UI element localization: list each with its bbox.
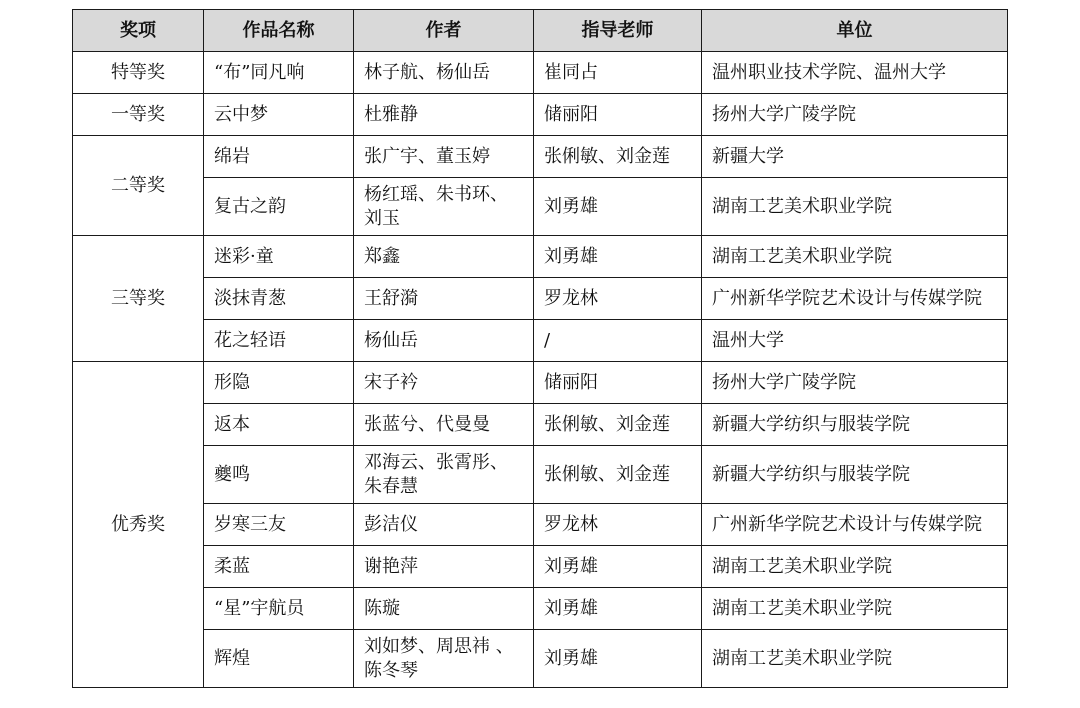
work-cell: 云中梦	[204, 94, 354, 136]
unit-cell: 广州新华学院艺术设计与传媒学院	[702, 504, 1008, 546]
advisor-cell: 罗龙林	[534, 504, 702, 546]
advisor-cell: 刘勇雄	[534, 630, 702, 688]
advisor-cell: 刘勇雄	[534, 178, 702, 236]
work-cell: 返本	[204, 404, 354, 446]
work-cell: 绵岩	[204, 136, 354, 178]
author-cell: 谢艳萍	[354, 546, 534, 588]
award-cell: 优秀奖	[73, 362, 204, 688]
work-cell: 形隐	[204, 362, 354, 404]
author-cell: 陈璇	[354, 588, 534, 630]
unit-cell: 广州新华学院艺术设计与传媒学院	[702, 278, 1008, 320]
author-cell: 杨红瑶、朱书环、 刘玉	[354, 178, 534, 236]
author-cell: 张广宇、董玉婷	[354, 136, 534, 178]
author-cell: 宋子衿	[354, 362, 534, 404]
unit-cell: 新疆大学	[702, 136, 1008, 178]
unit-cell: 扬州大学广陵学院	[702, 94, 1008, 136]
advisor-cell: 张俐敏、刘金莲	[534, 446, 702, 504]
work-cell: 迷彩·童	[204, 236, 354, 278]
work-cell: “布”同凡响	[204, 52, 354, 94]
table-row	[73, 94, 1008, 136]
unit-cell: 新疆大学纺织与服装学院	[702, 404, 1008, 446]
table-row	[73, 278, 1008, 320]
table-row	[73, 588, 1008, 630]
table-row	[73, 404, 1008, 446]
unit-cell: 湖南工艺美术职业学院	[702, 178, 1008, 236]
table-row	[73, 630, 1008, 688]
award-cell: 一等奖	[73, 94, 204, 136]
author-cell: 郑鑫	[354, 236, 534, 278]
advisor-cell: 张俐敏、刘金莲	[534, 404, 702, 446]
table-row	[73, 136, 1008, 178]
header-award: 奖项	[73, 10, 204, 52]
advisor-cell: 刘勇雄	[534, 588, 702, 630]
advisor-cell: 罗龙林	[534, 278, 702, 320]
header-unit: 单位	[702, 10, 1008, 52]
header-work: 作品名称	[204, 10, 354, 52]
table-row	[73, 52, 1008, 94]
unit-cell: 湖南工艺美术职业学院	[702, 630, 1008, 688]
table-row	[73, 178, 1008, 236]
work-cell: “星”宇航员	[204, 588, 354, 630]
unit-cell: 湖南工艺美术职业学院	[702, 236, 1008, 278]
advisor-cell: 储丽阳	[534, 362, 702, 404]
award-cell: 三等奖	[73, 236, 204, 362]
work-cell: 夔鸣	[204, 446, 354, 504]
advisor-cell: 刘勇雄	[534, 236, 702, 278]
award-table	[72, 9, 1008, 688]
author-cell: 王舒漪	[354, 278, 534, 320]
advisor-cell: 刘勇雄	[534, 546, 702, 588]
advisor-cell: 储丽阳	[534, 94, 702, 136]
table-row	[73, 362, 1008, 404]
author-cell: 刘如梦、周思祎 、 陈冬琴	[354, 630, 534, 688]
table-row	[73, 446, 1008, 504]
work-cell: 柔蓝	[204, 546, 354, 588]
header-advisor: 指导老师	[534, 10, 702, 52]
work-cell: 辉煌	[204, 630, 354, 688]
header-author: 作者	[354, 10, 534, 52]
award-cell: 二等奖	[73, 136, 204, 236]
work-cell: 复古之韵	[204, 178, 354, 236]
advisor-cell: /	[534, 320, 702, 362]
table-row	[73, 320, 1008, 362]
advisor-cell: 崔同占	[534, 52, 702, 94]
unit-cell: 新疆大学纺织与服装学院	[702, 446, 1008, 504]
work-cell: 淡抹青葱	[204, 278, 354, 320]
unit-cell: 湖南工艺美术职业学院	[702, 588, 1008, 630]
author-cell: 杨仙岳	[354, 320, 534, 362]
work-cell: 花之轻语	[204, 320, 354, 362]
header-row	[73, 10, 1008, 52]
author-cell: 邓海云、张霄彤、 朱春慧	[354, 446, 534, 504]
advisor-cell: 张俐敏、刘金莲	[534, 136, 702, 178]
unit-cell: 扬州大学广陵学院	[702, 362, 1008, 404]
award-cell: 特等奖	[73, 52, 204, 94]
table-row	[73, 546, 1008, 588]
author-cell: 张蓝兮、代曼曼	[354, 404, 534, 446]
author-cell: 彭洁仪	[354, 504, 534, 546]
table-row	[73, 236, 1008, 278]
unit-cell: 温州大学	[702, 320, 1008, 362]
work-cell: 岁寒三友	[204, 504, 354, 546]
table-row	[73, 504, 1008, 546]
unit-cell: 湖南工艺美术职业学院	[702, 546, 1008, 588]
author-cell: 林子航、杨仙岳	[354, 52, 534, 94]
author-cell: 杜雅静	[354, 94, 534, 136]
unit-cell: 温州职业技术学院、温州大学	[702, 52, 1008, 94]
